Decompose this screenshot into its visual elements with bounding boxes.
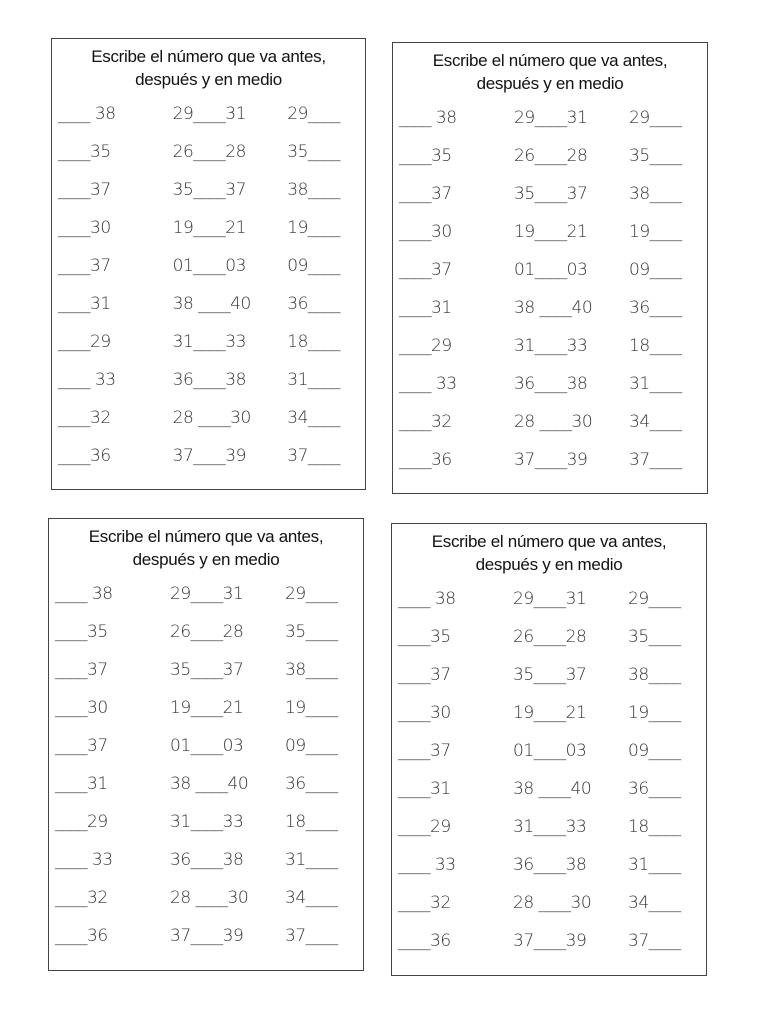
exercise-row [52,179,365,217]
middle-blank: 01____03 [514,260,588,280]
middle-blank: 29____31 [170,584,244,604]
middle-blank: 37____39 [513,931,587,951]
before-blank: ____29 [58,332,111,352]
exercise-rows [49,583,363,963]
exercise-row [49,849,363,887]
middle-blank: 36____38 [172,370,246,390]
after-blank: 34____ [287,408,340,428]
after-blank: 37____ [628,931,681,951]
before-blank: ____37 [399,260,452,280]
title-line-1: Escribe el número que va antes, [91,47,326,66]
before-blank: ____32 [398,893,451,913]
before-blank: ____31 [58,294,111,314]
before-blank: ____35 [398,627,451,647]
before-blank: ____31 [399,298,452,318]
before-blank: ____32 [55,888,108,908]
after-blank: 29____ [628,589,681,609]
worksheet-card [51,38,366,490]
middle-blank: 38 ____40 [172,294,251,314]
exercise-rows [393,107,707,487]
exercise-row [393,183,707,221]
middle-blank: 35____37 [513,665,587,685]
after-blank: 29____ [287,104,340,124]
exercise-row [52,141,365,179]
before-blank: ____32 [58,408,111,428]
before-blank: ____36 [398,931,451,951]
exercise-row [392,740,706,778]
before-blank: ____37 [398,665,451,685]
after-blank: 09____ [285,736,338,756]
after-blank: 37____ [287,446,340,466]
after-blank: 36____ [285,774,338,794]
after-blank: 37____ [285,926,338,946]
exercise-row [393,259,707,297]
before-blank: ____37 [398,741,451,761]
before-blank: ____30 [399,222,452,242]
middle-blank: 28 ____30 [172,408,251,428]
exercise-row [52,103,365,141]
after-blank: 18____ [629,336,682,356]
middle-blank: 36____38 [513,855,587,875]
title-line-1: Escribe el número que va antes, [432,51,668,70]
before-blank: ____36 [58,446,111,466]
exercise-row [52,293,365,331]
before-blank: ____ 38 [55,584,113,604]
exercise-row [52,369,365,407]
before-blank: ____30 [55,698,108,718]
exercise-row [392,816,706,854]
after-blank: 35____ [287,142,340,162]
middle-blank: 26____28 [172,142,246,162]
title-line-1: Escribe el número que va antes, [431,532,667,551]
after-blank: 31____ [628,855,681,875]
middle-blank: 28 ____30 [513,893,592,913]
middle-blank: 01____03 [170,736,244,756]
before-blank: ____37 [399,184,452,204]
exercise-row [393,221,707,259]
middle-blank: 26____28 [513,627,587,647]
title-line-1: Escribe el número que va antes, [88,527,324,546]
worksheet-title [52,45,365,91]
after-blank: 29____ [629,108,682,128]
before-blank: ____29 [55,812,108,832]
exercise-row [49,811,363,849]
middle-blank: 36____38 [170,850,244,870]
exercise-row [49,773,363,811]
before-blank: ____ 38 [399,108,457,128]
after-blank: 35____ [629,146,682,166]
exercise-row [393,411,707,449]
before-blank: ____36 [55,926,108,946]
middle-blank: 26____28 [170,622,244,642]
exercise-row [392,854,706,892]
middle-blank: 01____03 [513,741,587,761]
exercise-row [392,664,706,702]
before-blank: ____32 [399,412,452,432]
exercise-row [52,255,365,293]
middle-blank: 19____21 [514,222,588,242]
before-blank: ____35 [399,146,452,166]
after-blank: 36____ [628,779,681,799]
title-line-2: después y en medio [476,74,624,93]
before-blank: ____35 [55,622,108,642]
worksheet-title [393,49,707,95]
exercise-row [52,445,365,483]
worksheet-card [48,518,364,971]
title-line-2: después y en medio [135,70,282,89]
after-blank: 29____ [285,584,338,604]
middle-blank: 29____31 [513,589,587,609]
after-blank: 38____ [285,660,338,680]
after-blank: 19____ [629,222,682,242]
exercise-row [392,930,706,968]
exercise-row [392,588,706,626]
before-blank: ____30 [58,218,111,238]
before-blank: ____31 [398,779,451,799]
exercise-row [49,621,363,659]
middle-blank: 29____31 [514,108,588,128]
after-blank: 09____ [628,741,681,761]
middle-blank: 37____39 [170,926,244,946]
before-blank: ____29 [398,817,451,837]
middle-blank: 28 ____30 [170,888,249,908]
middle-blank: 31____33 [513,817,587,837]
after-blank: 19____ [285,698,338,718]
middle-blank: 31____33 [514,336,588,356]
middle-blank: 29____31 [172,104,246,124]
middle-blank: 01____03 [172,256,246,276]
exercise-row [393,107,707,145]
exercise-rows [52,103,365,483]
worksheet-card [391,523,707,976]
after-blank: 38____ [628,665,681,685]
before-blank: ____ 38 [58,104,116,124]
exercise-row [49,925,363,963]
title-line-2: después y en medio [132,550,280,569]
middle-blank: 31____33 [172,332,246,352]
exercise-row [49,735,363,773]
before-blank: ____ 33 [58,370,116,390]
after-blank: 18____ [285,812,338,832]
after-blank: 31____ [285,850,338,870]
before-blank: ____29 [399,336,452,356]
after-blank: 35____ [628,627,681,647]
middle-blank: 37____39 [172,446,246,466]
worksheet-title [49,525,363,571]
exercise-row [52,217,365,255]
middle-blank: 35____37 [170,660,244,680]
after-blank: 34____ [629,412,682,432]
after-blank: 31____ [629,374,682,394]
after-blank: 38____ [629,184,682,204]
middle-blank: 19____21 [172,218,246,238]
middle-blank: 26____28 [514,146,588,166]
before-blank: ____30 [398,703,451,723]
before-blank: ____ 33 [399,374,457,394]
exercise-row [52,331,365,369]
middle-blank: 37____39 [514,450,588,470]
after-blank: 19____ [628,703,681,723]
middle-blank: 36____38 [514,374,588,394]
after-blank: 19____ [287,218,340,238]
exercise-row [49,887,363,925]
exercise-row [393,297,707,335]
after-blank: 18____ [287,332,340,352]
exercise-row [392,626,706,664]
worksheet-card [392,42,708,494]
middle-blank: 31____33 [170,812,244,832]
exercise-row [49,697,363,735]
before-blank: ____31 [55,774,108,794]
middle-blank: 19____21 [170,698,244,718]
exercise-row [392,892,706,930]
before-blank: ____ 33 [398,855,456,875]
after-blank: 36____ [287,294,340,314]
middle-blank: 35____37 [172,180,246,200]
title-line-2: después y en medio [475,555,623,574]
before-blank: ____37 [55,736,108,756]
after-blank: 34____ [285,888,338,908]
exercise-rows [392,588,706,968]
exercise-row [393,449,707,487]
before-blank: ____37 [58,256,111,276]
after-blank: 09____ [629,260,682,280]
middle-blank: 35____37 [514,184,588,204]
worksheet-title [392,530,706,576]
after-blank: 36____ [629,298,682,318]
exercise-row [49,659,363,697]
exercise-row [393,145,707,183]
exercise-row [392,778,706,816]
after-blank: 34____ [628,893,681,913]
middle-blank: 19____21 [513,703,587,723]
middle-blank: 38 ____40 [513,779,592,799]
exercise-row [49,583,363,621]
after-blank: 31____ [287,370,340,390]
before-blank: ____ 33 [55,850,113,870]
before-blank: ____ 38 [398,589,456,609]
after-blank: 09____ [287,256,340,276]
before-blank: ____37 [55,660,108,680]
after-blank: 35____ [285,622,338,642]
after-blank: 37____ [629,450,682,470]
before-blank: ____37 [58,180,111,200]
middle-blank: 28 ____30 [514,412,593,432]
exercise-row [52,407,365,445]
before-blank: ____36 [399,450,452,470]
middle-blank: 38 ____40 [170,774,249,794]
after-blank: 18____ [628,817,681,837]
exercise-row [393,335,707,373]
before-blank: ____35 [58,142,111,162]
middle-blank: 38 ____40 [514,298,593,318]
exercise-row [392,702,706,740]
exercise-row [393,373,707,411]
after-blank: 38____ [287,180,340,200]
